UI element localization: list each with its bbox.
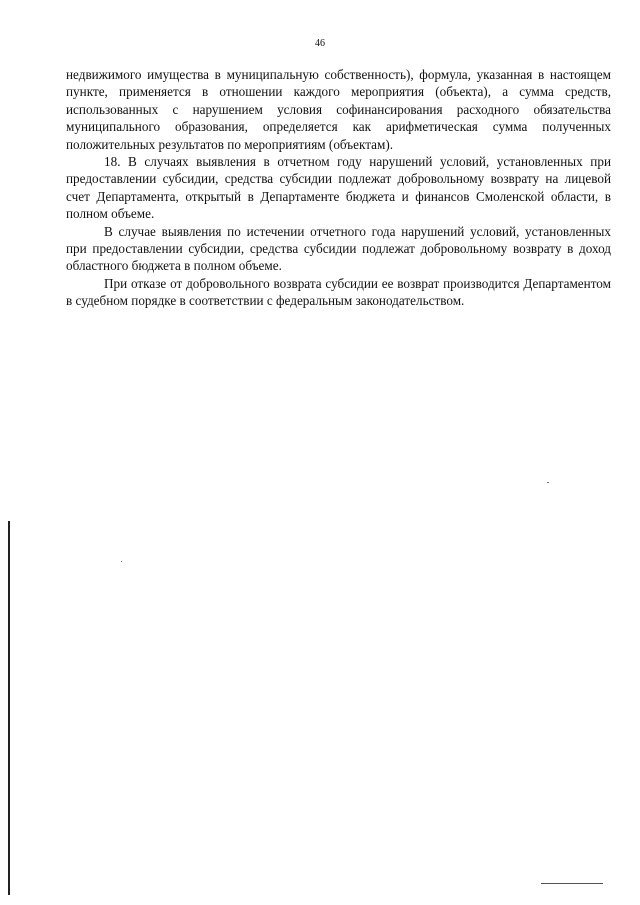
paragraph-after-year-violations: В случае выявления по истечении отчетного года нарушений условий, установленных при предоставлении субсидии, средства субсидии подлежат добровольному возврату в доход областного бюджета в полном объеме. [66,223,611,274]
paragraph-clause-18: 18. В случаях выявления в отчетном году нарушений условий, установленных при предоставлении субсидии, средства субсидии подлежат добровольному возврату на лицевой счет Департамента, открытый в Департаменте бюджета и финансов Смоленской области, в полном объеме. [66,154,611,222]
paragraph-continuation: недвижимого имущества в муниципальную собственность), формула, указанная в настоящем пункте, применяется в отношении каждого мероприятия (объекта), а сумма средств, использованных с нарушением условия софинансирования расходного обязательства муниципального образования, определяется как арифметическая сумма полученных положительных результатов по мероприятиям (объектам). [66,67,611,152]
scan-edge-artifact [8,521,10,895]
scan-speck [121,561,122,562]
page-number: 46 [315,38,325,49]
scan-speck [547,482,549,483]
scan-line-artifact [541,883,603,884]
paragraph-refusal-return: При отказе от добровольного возврата субсидии ее возврат производится Департаментом в судебном порядке в соответствии с федеральным законодательством. [66,275,611,309]
document-body [66,66,611,310]
